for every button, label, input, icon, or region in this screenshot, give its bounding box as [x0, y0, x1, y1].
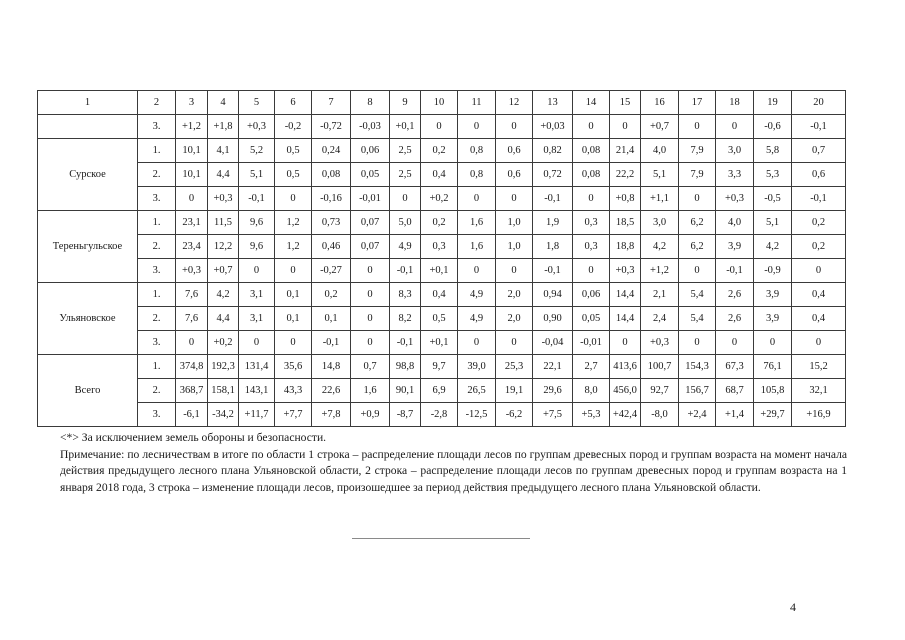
value-cell: +0,3 [176, 259, 208, 283]
value-cell: 0 [679, 331, 716, 355]
value-cell: -0,72 [312, 115, 351, 139]
table-row [38, 403, 846, 427]
value-cell: 4,2 [641, 235, 679, 259]
value-cell: -0,1 [792, 115, 846, 139]
value-cell: -0,5 [754, 187, 792, 211]
value-cell: 4,0 [716, 211, 754, 235]
value-cell: 9,6 [239, 211, 275, 235]
value-cell: +0,3 [239, 115, 275, 139]
value-cell: 32,1 [792, 379, 846, 403]
value-cell: 67,3 [716, 355, 754, 379]
value-cell: 9,7 [421, 355, 458, 379]
value-cell: -0,2 [275, 115, 312, 139]
value-cell: 0,08 [312, 163, 351, 187]
value-cell: 1,6 [458, 211, 496, 235]
value-cell: 1,2 [275, 235, 312, 259]
value-cell: 39,0 [458, 355, 496, 379]
value-cell: 0 [275, 331, 312, 355]
value-cell: 0 [275, 187, 312, 211]
value-cell: -8,7 [390, 403, 421, 427]
value-cell: 76,1 [754, 355, 792, 379]
value-cell: 21,4 [610, 139, 641, 163]
column-header: 3 [176, 91, 208, 115]
value-cell: 0 [496, 259, 533, 283]
table-row [38, 235, 846, 259]
value-cell: -0,9 [754, 259, 792, 283]
value-cell: -8,0 [641, 403, 679, 427]
value-cell: 0 [679, 115, 716, 139]
value-cell: +7,7 [275, 403, 312, 427]
value-cell: 0,3 [421, 235, 458, 259]
value-cell: +7,5 [533, 403, 573, 427]
value-cell: -0,1 [390, 259, 421, 283]
value-cell: 5,2 [239, 139, 275, 163]
column-header: 20 [792, 91, 846, 115]
value-cell: 18,8 [610, 235, 641, 259]
value-cell: 11,5 [208, 211, 239, 235]
remark-text: Примечание: по лесничествам в итоге по области 1 строка – распределение площади лесов по группам древесных пород и группам возраста на момент начала действия предыдущего лесного плана Ульяновской области, 2 строка – распределение площади лесов по группам древесных пород и группам возраста на 1 января 2018 года, 3 строка – изменение площади лесов, произошедшее за период действия предыдущего лесного плана Ульяновской области. [60, 447, 847, 494]
value-cell: 0 [239, 259, 275, 283]
value-cell: 90,1 [390, 379, 421, 403]
value-cell: 0,08 [573, 163, 610, 187]
value-cell: 0,05 [351, 163, 390, 187]
value-cell: 0,82 [533, 139, 573, 163]
value-cell: 0,2 [792, 211, 846, 235]
value-cell: 98,8 [390, 355, 421, 379]
value-cell: 413,6 [610, 355, 641, 379]
value-cell: 22,6 [312, 379, 351, 403]
notes [60, 430, 847, 496]
table-row [38, 355, 846, 379]
value-cell: 0,72 [533, 163, 573, 187]
value-cell: 100,7 [641, 355, 679, 379]
value-cell: 131,4 [239, 355, 275, 379]
value-cell: 0,5 [421, 307, 458, 331]
value-cell: +16,9 [792, 403, 846, 427]
value-cell: 0 [239, 331, 275, 355]
value-cell: -0,27 [312, 259, 351, 283]
value-cell: +1,2 [176, 115, 208, 139]
value-cell: +5,3 [573, 403, 610, 427]
line-number-cell: 1. [138, 139, 176, 163]
value-cell: 0,6 [496, 139, 533, 163]
value-cell: 0 [679, 187, 716, 211]
group-name-cell: Ульяновское [38, 283, 138, 355]
value-cell: 0,2 [312, 283, 351, 307]
value-cell: 3,0 [716, 139, 754, 163]
value-cell: 3,9 [754, 283, 792, 307]
value-cell: +7,8 [312, 403, 351, 427]
value-cell: -0,1 [533, 187, 573, 211]
value-cell: +0,1 [421, 331, 458, 355]
header-row [38, 91, 846, 115]
value-cell: 0 [573, 115, 610, 139]
value-cell: 0 [610, 115, 641, 139]
value-cell: 5,4 [679, 307, 716, 331]
value-cell: 12,2 [208, 235, 239, 259]
value-cell: 0,07 [351, 211, 390, 235]
group-name-cell: Сурское [38, 139, 138, 211]
value-cell: 0 [458, 115, 496, 139]
value-cell: 9,6 [239, 235, 275, 259]
value-cell: -6,1 [176, 403, 208, 427]
value-cell: +11,7 [239, 403, 275, 427]
value-cell: 1,6 [458, 235, 496, 259]
value-cell: 10,1 [176, 139, 208, 163]
value-cell: 0 [573, 187, 610, 211]
footnote-text: <*> За исключением земель обороны и безопасности. [60, 431, 327, 444]
value-cell: 4,4 [208, 307, 239, 331]
value-cell: 2,0 [496, 307, 533, 331]
table-row [38, 163, 846, 187]
value-cell: 4,2 [754, 235, 792, 259]
value-cell: 1,6 [351, 379, 390, 403]
value-cell: +1,2 [641, 259, 679, 283]
value-cell: 7,9 [679, 163, 716, 187]
value-cell: 2,6 [716, 307, 754, 331]
table-row [38, 283, 846, 307]
value-cell: 18,5 [610, 211, 641, 235]
forest-area-table [37, 90, 846, 427]
value-cell: 0,90 [533, 307, 573, 331]
value-cell: -0,01 [573, 331, 610, 355]
value-cell: -12,5 [458, 403, 496, 427]
value-cell: 1,2 [275, 211, 312, 235]
line-number-cell: 2. [138, 163, 176, 187]
value-cell: +1,8 [208, 115, 239, 139]
value-cell: 0,94 [533, 283, 573, 307]
value-cell: 0 [792, 259, 846, 283]
value-cell: 7,6 [176, 307, 208, 331]
value-cell: 92,7 [641, 379, 679, 403]
value-cell: 2,5 [390, 163, 421, 187]
value-cell: 0,1 [275, 307, 312, 331]
value-cell: 2,6 [716, 283, 754, 307]
line-number-cell: 1. [138, 283, 176, 307]
table-body [38, 91, 846, 427]
value-cell: 5,1 [239, 163, 275, 187]
value-cell: 0 [610, 331, 641, 355]
value-cell: -0,1 [716, 259, 754, 283]
value-cell: 2,0 [496, 283, 533, 307]
table-row [38, 187, 846, 211]
value-cell: 3,9 [754, 307, 792, 331]
column-header: 19 [754, 91, 792, 115]
value-cell: 0,2 [792, 235, 846, 259]
line-number-cell: 2. [138, 235, 176, 259]
value-cell: -0,01 [351, 187, 390, 211]
column-header: 12 [496, 91, 533, 115]
value-cell: 0 [679, 259, 716, 283]
value-cell: 0 [458, 187, 496, 211]
value-cell: 4,2 [208, 283, 239, 307]
value-cell: +0,8 [610, 187, 641, 211]
value-cell: 0 [792, 331, 846, 355]
value-cell: 0,08 [573, 139, 610, 163]
column-header: 9 [390, 91, 421, 115]
value-cell: 5,1 [754, 211, 792, 235]
value-cell: -2,8 [421, 403, 458, 427]
column-header: 18 [716, 91, 754, 115]
value-cell: +42,4 [610, 403, 641, 427]
column-header: 1 [38, 91, 138, 115]
value-cell: 8,2 [390, 307, 421, 331]
table-row [38, 331, 846, 355]
value-cell: 0 [351, 331, 390, 355]
value-cell: 0,05 [573, 307, 610, 331]
value-cell: 0 [390, 187, 421, 211]
value-cell: -0,1 [792, 187, 846, 211]
value-cell: 4,4 [208, 163, 239, 187]
value-cell: 143,1 [239, 379, 275, 403]
value-cell: 22,1 [533, 355, 573, 379]
value-cell: 0,7 [792, 139, 846, 163]
value-cell: 0 [275, 259, 312, 283]
value-cell: 6,9 [421, 379, 458, 403]
line-number-cell: 3. [138, 187, 176, 211]
column-header: 17 [679, 91, 716, 115]
value-cell: 156,7 [679, 379, 716, 403]
value-cell: 0 [716, 115, 754, 139]
value-cell: 7,6 [176, 283, 208, 307]
value-cell: +0,7 [208, 259, 239, 283]
value-cell: 0,4 [792, 307, 846, 331]
column-header: 8 [351, 91, 390, 115]
value-cell: 5,4 [679, 283, 716, 307]
value-cell: 0 [496, 331, 533, 355]
value-cell: 3,9 [716, 235, 754, 259]
line-number-cell: 2. [138, 379, 176, 403]
value-cell: +0,7 [641, 115, 679, 139]
column-header: 7 [312, 91, 351, 115]
value-cell: 0 [754, 331, 792, 355]
value-cell: 154,3 [679, 355, 716, 379]
table-row [38, 115, 846, 139]
value-cell: 4,9 [458, 307, 496, 331]
value-cell: 3,1 [239, 307, 275, 331]
value-cell: +0,2 [421, 187, 458, 211]
value-cell: 2,5 [390, 139, 421, 163]
value-cell: 4,1 [208, 139, 239, 163]
line-number-cell: 3. [138, 403, 176, 427]
column-header: 13 [533, 91, 573, 115]
value-cell: 35,6 [275, 355, 312, 379]
value-cell: 3,0 [641, 211, 679, 235]
value-cell: -0,1 [390, 331, 421, 355]
value-cell: 25,3 [496, 355, 533, 379]
value-cell: +1,4 [716, 403, 754, 427]
value-cell: 0,4 [421, 163, 458, 187]
table-row [38, 379, 846, 403]
value-cell: 0 [421, 115, 458, 139]
value-cell: 0,1 [275, 283, 312, 307]
value-cell: 4,0 [641, 139, 679, 163]
value-cell: 0 [458, 331, 496, 355]
value-cell: 0,3 [573, 235, 610, 259]
value-cell: 0 [351, 307, 390, 331]
group-name-cell: Всего [38, 355, 138, 427]
value-cell: 29,6 [533, 379, 573, 403]
value-cell: -6,2 [496, 403, 533, 427]
value-cell: 23,4 [176, 235, 208, 259]
value-cell: 19,1 [496, 379, 533, 403]
value-cell: +0,1 [390, 115, 421, 139]
value-cell: -34,2 [208, 403, 239, 427]
group-name-cell: Тереньгульское [38, 211, 138, 283]
value-cell: 0 [351, 259, 390, 283]
value-cell: -0,6 [754, 115, 792, 139]
value-cell: +0,3 [641, 331, 679, 355]
value-cell: -0,03 [351, 115, 390, 139]
value-cell: 105,8 [754, 379, 792, 403]
value-cell: 0,07 [351, 235, 390, 259]
value-cell: 0,2 [421, 139, 458, 163]
value-cell: 0,2 [421, 211, 458, 235]
value-cell: 15,2 [792, 355, 846, 379]
page-number: 4 [790, 600, 796, 614]
value-cell: +0,03 [533, 115, 573, 139]
value-cell: 0 [496, 115, 533, 139]
value-cell: 14,4 [610, 283, 641, 307]
value-cell: 10,1 [176, 163, 208, 187]
value-cell: +0,3 [716, 187, 754, 211]
line-number-cell: 3. [138, 259, 176, 283]
value-cell: 22,2 [610, 163, 641, 187]
value-cell: 0 [716, 331, 754, 355]
value-cell: -0,1 [533, 259, 573, 283]
value-cell: 1,8 [533, 235, 573, 259]
value-cell: 2,7 [573, 355, 610, 379]
value-cell: 2,1 [641, 283, 679, 307]
value-cell: +0,3 [208, 187, 239, 211]
value-cell: 192,3 [208, 355, 239, 379]
value-cell: 3,3 [716, 163, 754, 187]
value-cell: 5,8 [754, 139, 792, 163]
value-cell: 374,8 [176, 355, 208, 379]
value-cell: 14,4 [610, 307, 641, 331]
value-cell: 0 [176, 187, 208, 211]
value-cell: +0,9 [351, 403, 390, 427]
value-cell: 0,3 [573, 211, 610, 235]
group-name-cell [38, 115, 138, 139]
value-cell: 5,3 [754, 163, 792, 187]
column-header: 15 [610, 91, 641, 115]
value-cell: 1,9 [533, 211, 573, 235]
value-cell: 0,8 [458, 163, 496, 187]
value-cell: 0,7 [351, 355, 390, 379]
value-cell: 0,06 [351, 139, 390, 163]
value-cell: 43,3 [275, 379, 312, 403]
line-number-cell: 1. [138, 355, 176, 379]
value-cell: 6,2 [679, 235, 716, 259]
value-cell: -0,1 [312, 331, 351, 355]
value-cell: 0 [176, 331, 208, 355]
value-cell: +0,3 [610, 259, 641, 283]
column-header: 5 [239, 91, 275, 115]
line-number-cell: 3. [138, 331, 176, 355]
value-cell: 0,46 [312, 235, 351, 259]
value-cell: 14,8 [312, 355, 351, 379]
column-header: 6 [275, 91, 312, 115]
value-cell: +1,1 [641, 187, 679, 211]
value-cell: +29,7 [754, 403, 792, 427]
column-header: 2 [138, 91, 176, 115]
column-header: 14 [573, 91, 610, 115]
value-cell: 3,1 [239, 283, 275, 307]
value-cell: 0 [573, 259, 610, 283]
line-number-cell: 3. [138, 115, 176, 139]
value-cell: 0,06 [573, 283, 610, 307]
value-cell: 0,4 [421, 283, 458, 307]
value-cell: 158,1 [208, 379, 239, 403]
value-cell: 0,6 [792, 163, 846, 187]
value-cell: 0,4 [792, 283, 846, 307]
value-cell: 5,1 [641, 163, 679, 187]
value-cell: 4,9 [458, 283, 496, 307]
value-cell: +2,4 [679, 403, 716, 427]
column-header: 11 [458, 91, 496, 115]
value-cell: -0,1 [239, 187, 275, 211]
column-header: 4 [208, 91, 239, 115]
column-header: 10 [421, 91, 458, 115]
value-cell: -0,04 [533, 331, 573, 355]
value-cell: 0 [351, 283, 390, 307]
table-row [38, 307, 846, 331]
line-number-cell: 1. [138, 211, 176, 235]
value-cell: 68,7 [716, 379, 754, 403]
value-cell: 2,4 [641, 307, 679, 331]
value-cell: 0,5 [275, 163, 312, 187]
value-cell: -0,16 [312, 187, 351, 211]
table-row [38, 259, 846, 283]
value-cell: 368,7 [176, 379, 208, 403]
value-cell: 1,0 [496, 235, 533, 259]
value-cell: 0,5 [275, 139, 312, 163]
value-cell: +0,1 [421, 259, 458, 283]
value-cell: +0,2 [208, 331, 239, 355]
value-cell: 4,9 [390, 235, 421, 259]
value-cell: 0 [458, 259, 496, 283]
value-cell: 5,0 [390, 211, 421, 235]
value-cell: 0,24 [312, 139, 351, 163]
table-row [38, 211, 846, 235]
value-cell: 8,3 [390, 283, 421, 307]
value-cell: 23,1 [176, 211, 208, 235]
value-cell: 6,2 [679, 211, 716, 235]
value-cell: 0,6 [496, 163, 533, 187]
value-cell: 1,0 [496, 211, 533, 235]
value-cell: 0,73 [312, 211, 351, 235]
value-cell: 0,8 [458, 139, 496, 163]
value-cell: 0 [496, 187, 533, 211]
value-cell: 0,1 [312, 307, 351, 331]
value-cell: 26,5 [458, 379, 496, 403]
value-cell: 7,9 [679, 139, 716, 163]
value-cell: 8,0 [573, 379, 610, 403]
divider-line [352, 538, 530, 539]
line-number-cell: 2. [138, 307, 176, 331]
table-row [38, 139, 846, 163]
value-cell: 456,0 [610, 379, 641, 403]
column-header: 16 [641, 91, 679, 115]
